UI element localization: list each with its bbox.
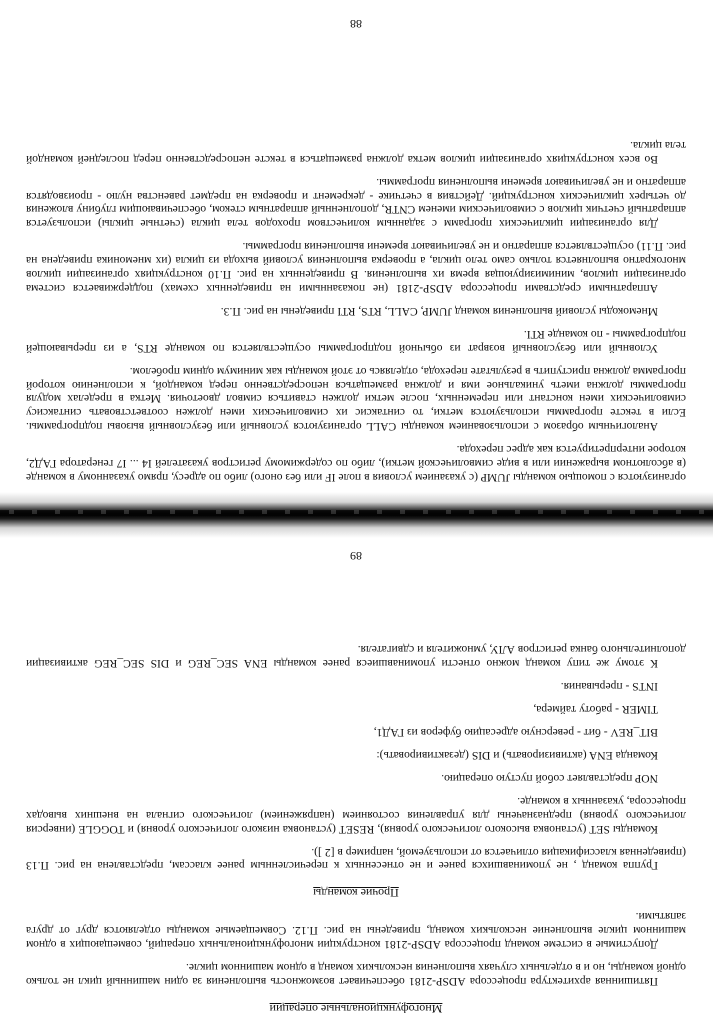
page-88 <box>26 16 686 484</box>
page-89 <box>26 548 686 1016</box>
book-fold-shadow <box>0 492 713 538</box>
paragraph: Во всех конструкциях организации циклов метка должна размещаться в тексте непосредственно перед последней командой тела цикла. <box>26 138 686 166</box>
paragraph: Условный или безусловный возврат из обычной подпрограммы осуществляется по команде RTS, а из прерывающей подпрограммы - по команде RTI. <box>26 327 686 355</box>
paragraph: Группа команд , не упоминавшихся ранее и не отнесенных к перечисленным ранее классам, представлена на рис. П.13 (приведенная классификация отличается от используемой, например в [2 ]). <box>26 845 686 873</box>
paragraph: Команда ENA (активизировать) и DIS (дезактивировать): <box>376 749 658 763</box>
paragraph: организуются с помощью команды JUMP (с указанием условия в поле IF или без оного) либо по адресу, прямо указанному в команде (в абсолютном выражении или в виде символической метки), либо по содержимому регистров указателей I4 ... I7 генератора ГАД2, которое интерпретируется как адрес перехода. <box>26 443 686 484</box>
paragraph: BIT_REV - бит - реверсную адресацию буферов из ГАД1, <box>373 726 658 740</box>
page-88-body <box>26 129 686 484</box>
paragraph: Аппаратными средствами процессора ADSP-2181 (не показанными на приведенных схемах) поддерживается система организации циклов, минимизирующая время их выполнения. В приведенных на рис. П.10 конструкциях организации циклов многократно выполняется только само тело цикла, а проверка выполнения условий выхода из цикла (их мнемоника приведена на рис. П.11) осуществляется аппаратно и не увеличивают времени выполнения программы. <box>26 240 686 296</box>
paragraph: Аналогичным образом с использованием команды CALL организуются условный или безусловный вызовы подпрограммы. Если в тексте программы используются метки, то синтаксис их символических имен должен соответствовать синтаксису символических имен констант или переменных, после метки должен ставиться символ двоеточия. Метка в пределах модуля программы должна иметь уникальное имя и должна размещаться непосредственно перед командой, к исполнению которой программа должна приступить в результате перехода, отделяясь от этой команды как минимум одним пробелом. <box>26 364 686 434</box>
section-heading-other-commands: Прочие команды <box>313 886 399 901</box>
paragraph: Мнемокоды условий выполнения команд JUMP, CALL, RTS, RTI приведены на рис. П.3. <box>220 304 658 318</box>
page-number: 89 <box>350 549 362 563</box>
paragraph: Для организации циклических программ с заданным количеством проходов тела цикла (счетные циклы) используется аппаратный счетчик циклов с символическим именем CNTR, дополненный аппаратным стеком, обеспечивающим глубину вложения до четырех циклических конструкций. Действия в счетчике - декремент и проверка на предмет равенства нулю - производятся аппаратно и не увеличивают времени выполнения программы. <box>26 175 686 231</box>
paragraph: TIMER - работу таймера, <box>533 703 658 717</box>
paragraph: INTS - прерывания. <box>560 680 658 694</box>
paragraph: NOP представляет собой пустую операцию. <box>441 771 658 785</box>
paragraph: Пятишинная архитектура процессора ADSP-2181 обеспечивает возможность выполнения за один машинный цикл не только одной команды, но и в отдельных случаях выполнения нескольких команд в одном машинном цикле. <box>26 961 686 988</box>
section-heading-multifunction: Многофункциональные операции <box>269 1002 443 1016</box>
page-number: 88 <box>350 17 362 31</box>
paragraph: Команды SET (установка высокого логического уровня), RESET (установка низкого логического уровня) и TOGGLE (инверсия логического уровня) предназначены для управления состоянием (напряжением) логического сигнала на внешних выводах процессора, указанных в команде. <box>26 794 686 836</box>
page-89-body <box>26 634 686 1016</box>
paragraph: Допустимые в системе команд процессора ADSP-2181 конструкции многофункциональных операций, совмещающих в одном машинном цикле выполнение нескольких команд, приведены на рис. П.12. Совмещаемые команды отделяются друг от друга запятыми. <box>26 910 686 952</box>
paragraph: К этому же типу команд можно отнести упоминавшиеся ранее команды ENA SEC_REG и DIS SEC_REG активизации дополнительного банка регистров АЛУ, умножителя и сдвигателя. <box>26 643 686 671</box>
